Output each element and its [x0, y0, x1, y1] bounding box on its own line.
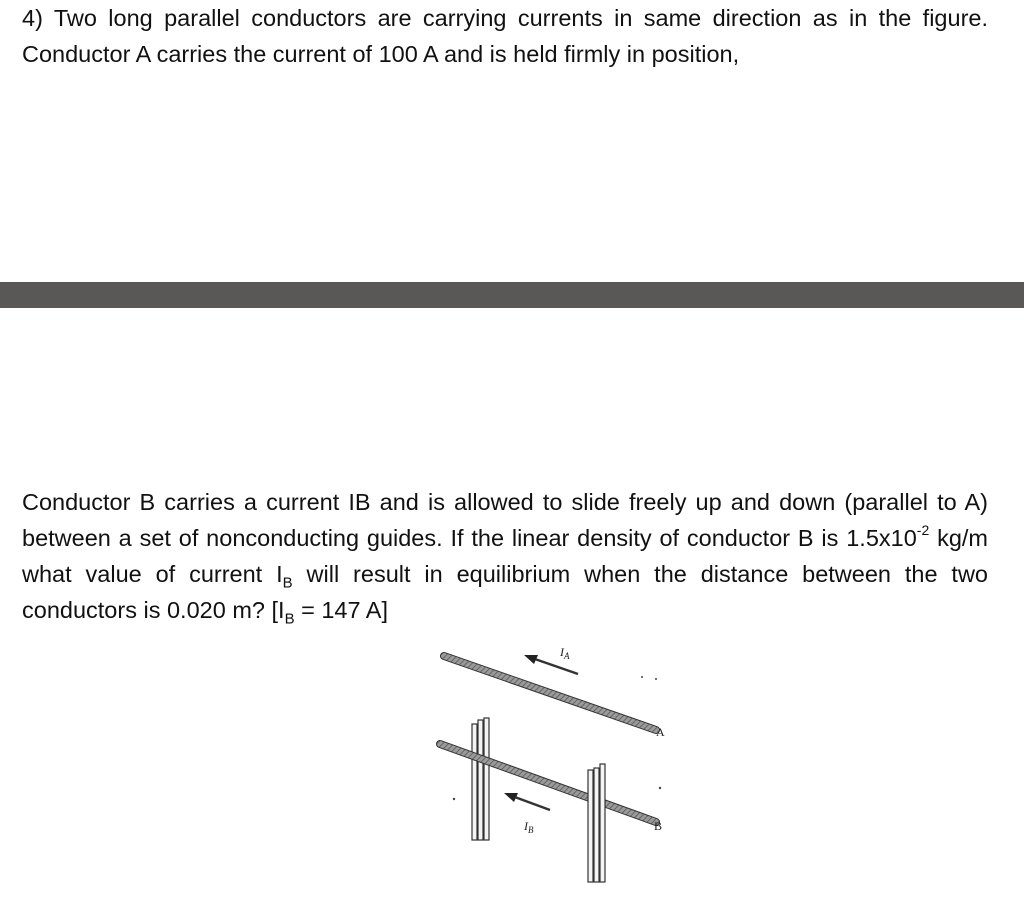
current-arrow-b	[504, 793, 550, 810]
current-arrow-a	[524, 655, 578, 674]
guide-right	[588, 764, 605, 882]
conductors-figure	[420, 630, 700, 900]
dot-mark	[655, 678, 657, 680]
problem-text-part2	[22, 484, 988, 628]
problem-text-part1: 4) Two long parallel conductors are carrying currents in same direction as in the figure. Conductor A carries the current of 100 A and is held firmly in position,	[22, 5, 988, 67]
guide-left	[472, 718, 489, 840]
dot-mark	[659, 787, 661, 789]
dot-mark	[641, 676, 643, 678]
exponent: -2	[916, 522, 930, 539]
conductor-a	[444, 656, 656, 730]
divider-bar	[0, 282, 1024, 308]
label-ia: $I_A$	[560, 645, 570, 661]
label-ib: $I_B$	[524, 819, 534, 835]
text-segment: = 147 A]	[294, 597, 389, 623]
text-segment: will result in equilibrium when the distance between the two conductors is 0.020 m? [I	[22, 561, 989, 623]
subscript: B	[282, 574, 293, 592]
text-segment: kg/m what value of current I	[22, 525, 988, 587]
dot-mark	[453, 798, 455, 800]
label-b: B	[654, 819, 663, 833]
text-segment: Conductor B carries a current IB and is allowed to slide freely up and down (parallel to A) between a set of nonconducting guides. If the linear density of conductor B is 1.5x10	[22, 489, 988, 551]
label-a: A	[656, 725, 665, 739]
subscript: B	[284, 610, 295, 628]
